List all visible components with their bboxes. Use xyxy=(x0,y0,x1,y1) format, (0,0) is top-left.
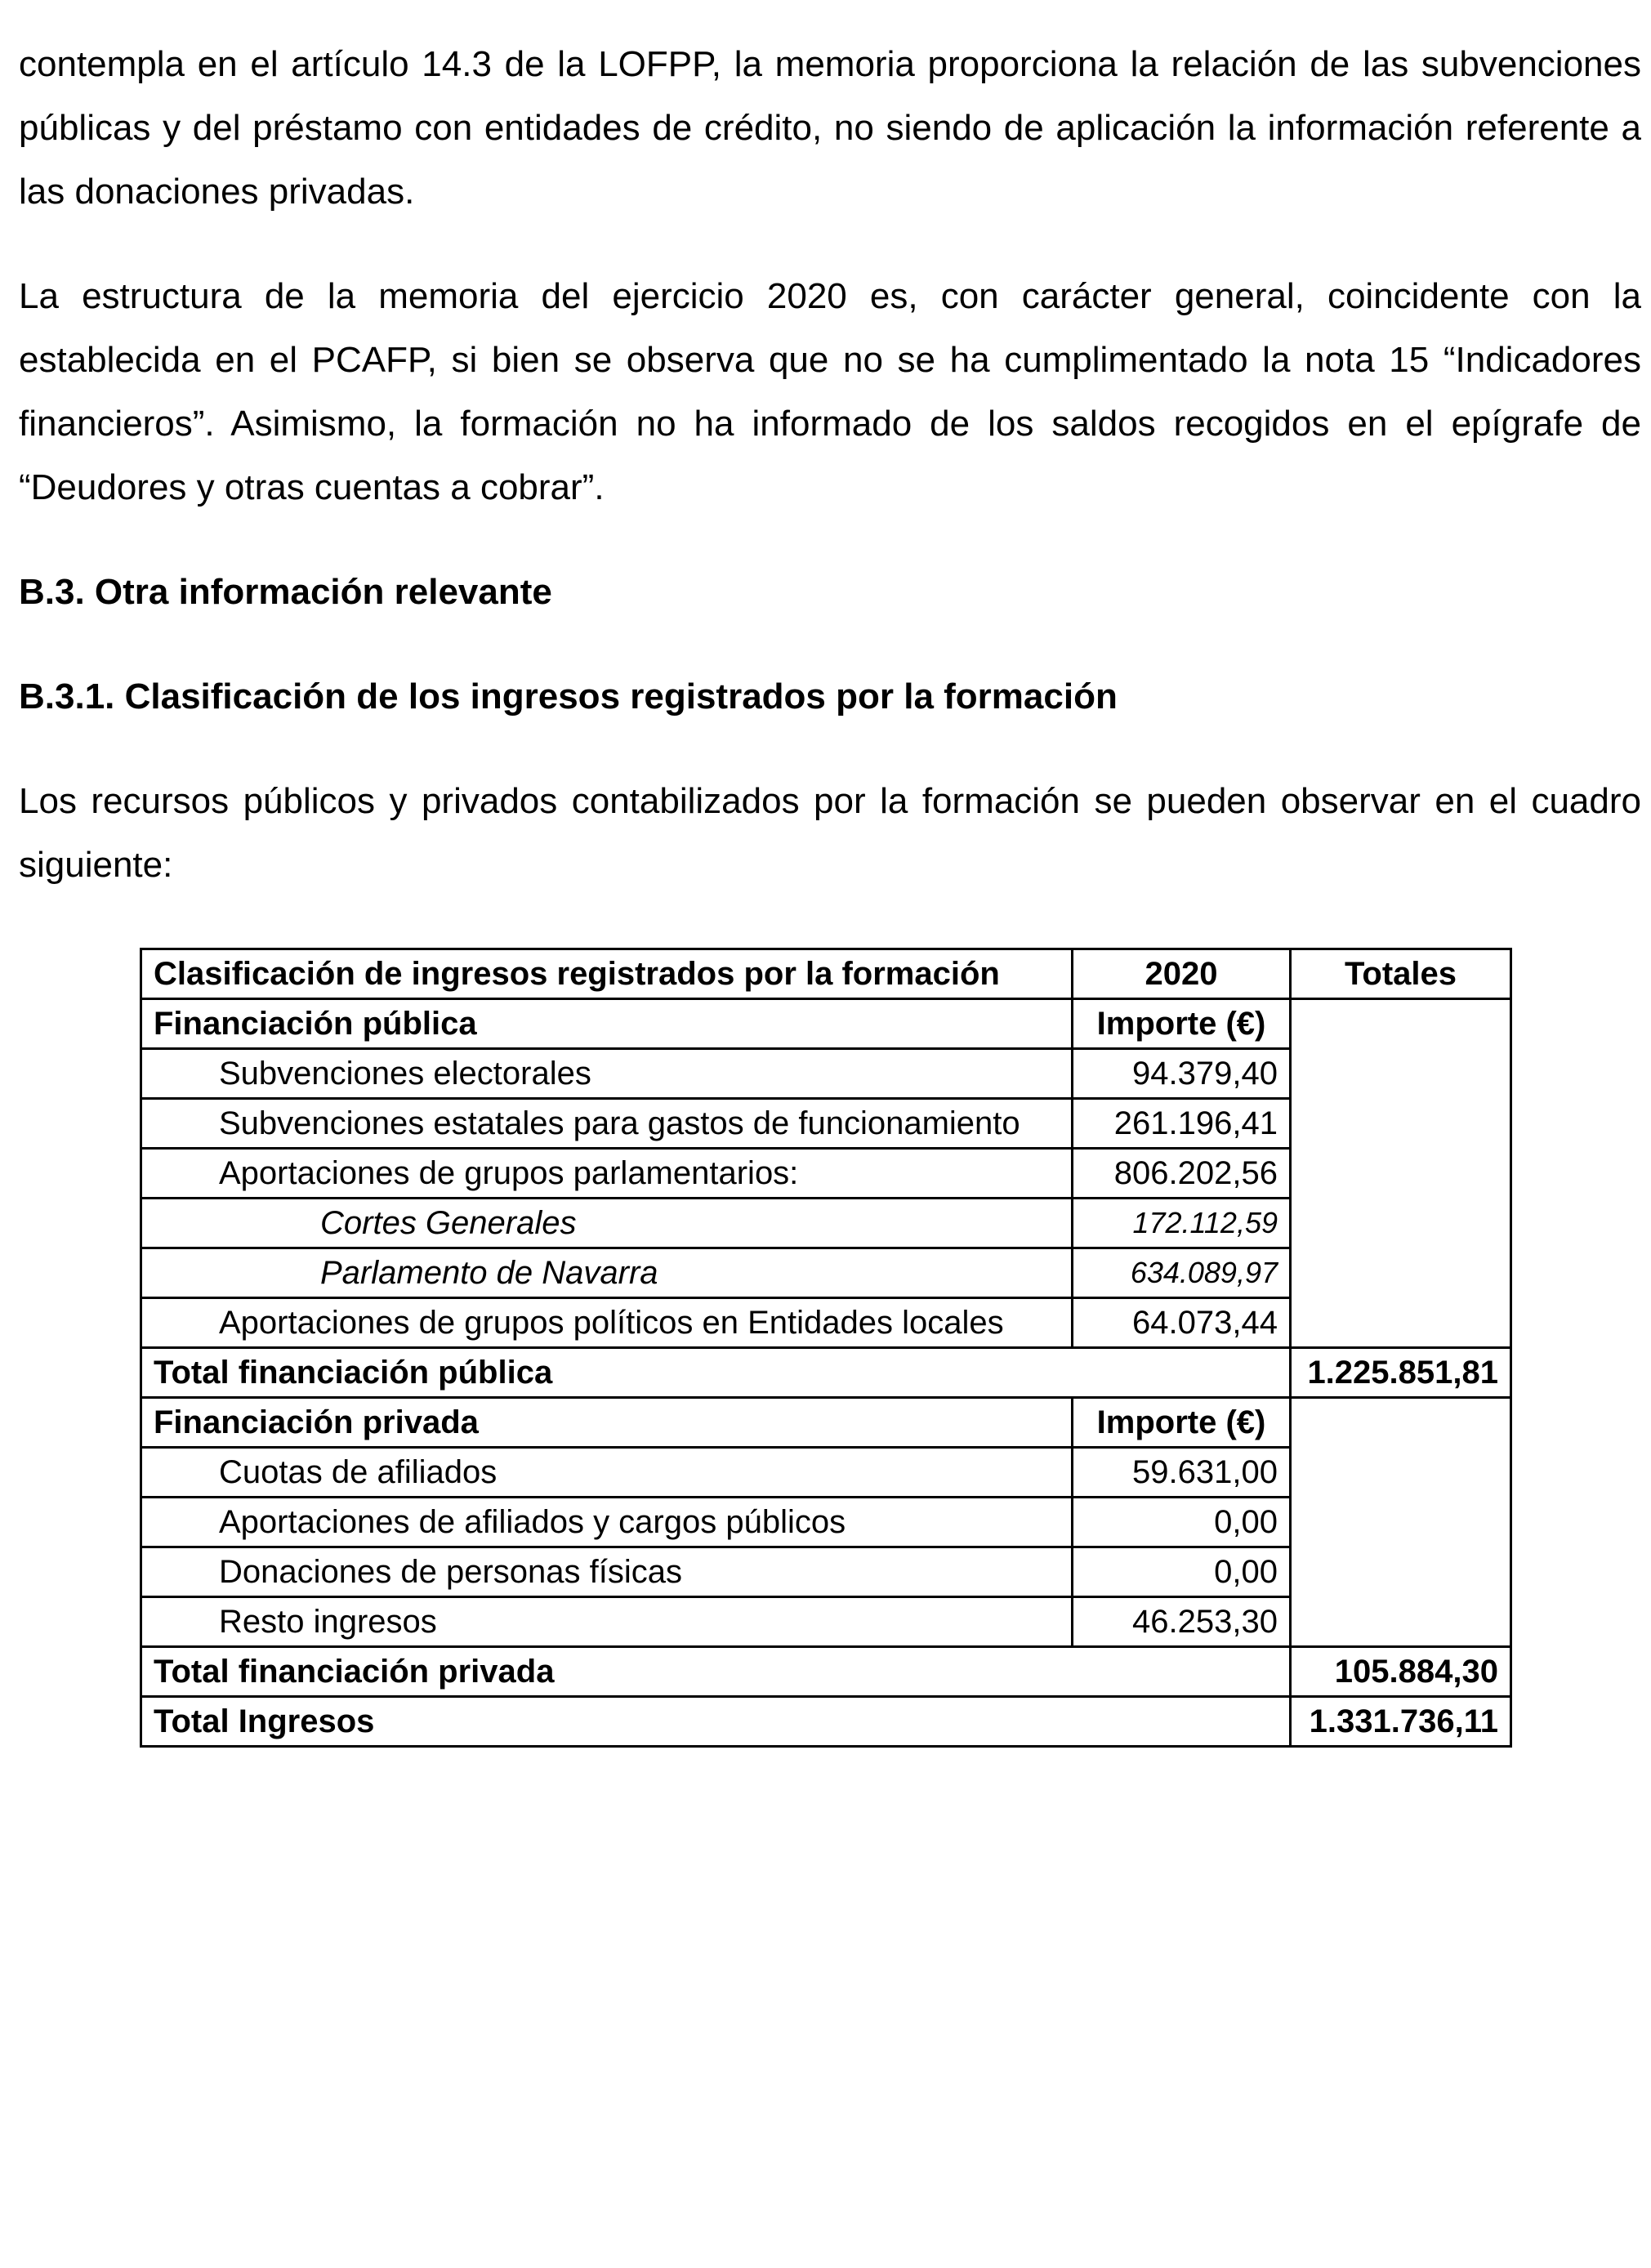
row-label: Parlamento de Navarra xyxy=(141,1248,1073,1298)
row-label: Aportaciones de grupos políticos en Entidades locales xyxy=(141,1298,1073,1348)
public-funding-title-row xyxy=(141,999,1511,1049)
row-value: 261.196,41 xyxy=(1073,1099,1291,1149)
totals-blank-cell xyxy=(1291,1498,1511,1547)
private-funding-title-row xyxy=(141,1398,1511,1448)
row-label: Aportaciones de afiliados y cargos públicos xyxy=(141,1498,1073,1547)
private-importe-label: Importe (€) xyxy=(1073,1398,1291,1448)
table-row xyxy=(141,1498,1511,1547)
totals-blank-cell xyxy=(1291,1547,1511,1597)
grand-total-value: 1.331.736,11 xyxy=(1291,1697,1511,1747)
row-value: 0,00 xyxy=(1073,1547,1291,1597)
row-label: Aportaciones de grupos parlamentarios: xyxy=(141,1149,1073,1199)
paragraph-2: La estructura de la memoria del ejercicio 2020 es, con carácter general, coincidente con la establecida en el PCAFP, si bien se observa que no se ha cumplimentado la nota 15 “Indicadores financieros”. Asimismo, la formación no ha informado de los saldos recogidos en el epígrafe de “Deudores y otras cuentas a cobrar”. xyxy=(19,276,1641,507)
row-value: 806.202,56 xyxy=(1073,1149,1291,1199)
header-classification: Clasificación de ingresos registrados por la formación xyxy=(141,949,1073,999)
grand-total-label: Total Ingresos xyxy=(141,1697,1291,1747)
public-total-label: Total financiación pública xyxy=(141,1348,1291,1398)
row-value: 59.631,00 xyxy=(1073,1448,1291,1498)
grand-total-row xyxy=(141,1697,1511,1747)
row-label: Subvenciones electorales xyxy=(141,1049,1073,1099)
totals-blank-cell xyxy=(1291,1597,1511,1647)
intro-paragraph: Los recursos públicos y privados contabilizados por la formación se pueden observar en el cuadro siguiente: xyxy=(19,781,1641,885)
row-label: Subvenciones estatales para gastos de funcionamiento xyxy=(141,1099,1073,1149)
public-total-value: 1.225.851,81 xyxy=(1291,1348,1511,1398)
public-importe-label: Importe (€) xyxy=(1073,999,1291,1049)
table-row xyxy=(141,1597,1511,1647)
row-label: Cuotas de afiliados xyxy=(141,1448,1073,1498)
row-label: Donaciones de personas físicas xyxy=(141,1547,1073,1597)
header-year: 2020 xyxy=(1073,949,1291,999)
table-row xyxy=(141,1298,1511,1348)
subsection-heading: B.3.1. Clasificación de los ingresos registrados por la formación xyxy=(19,676,1118,717)
totals-blank-cell xyxy=(1291,1248,1511,1298)
row-label: Resto ingresos xyxy=(141,1597,1073,1647)
totals-blank-cell xyxy=(1291,1298,1511,1348)
paragraph-1: contempla en el artículo 14.3 de la LOFPP, la memoria proporciona la relación de las subvenciones públicas y del préstamo con entidades de crédito, no siendo de aplicación la información referente a las donaciones privadas. xyxy=(19,44,1641,212)
table-row xyxy=(141,1099,1511,1149)
totals-blank-cell xyxy=(1291,1149,1511,1199)
totals-blank-cell xyxy=(1291,1199,1511,1248)
private-funding-title: Financiación privada xyxy=(141,1398,1073,1448)
public-funding-title: Financiación pública xyxy=(141,999,1073,1049)
table-row xyxy=(141,1149,1511,1199)
row-label: Cortes Generales xyxy=(141,1199,1073,1248)
table-row xyxy=(141,1547,1511,1597)
private-total-row xyxy=(141,1647,1511,1697)
public-total-row xyxy=(141,1348,1511,1398)
row-value: 172.112,59 xyxy=(1073,1199,1291,1248)
table-row xyxy=(141,1199,1511,1248)
table-row xyxy=(141,1448,1511,1498)
row-value: 46.253,30 xyxy=(1073,1597,1291,1647)
row-value: 634.089,97 xyxy=(1073,1248,1291,1298)
document-page xyxy=(19,33,1641,897)
header-totals: Totales xyxy=(1291,949,1511,999)
private-total-label: Total financiación privada xyxy=(141,1647,1291,1697)
row-value: 0,00 xyxy=(1073,1498,1291,1547)
row-value: 94.379,40 xyxy=(1073,1049,1291,1099)
totals-blank-cell xyxy=(1291,1448,1511,1498)
row-value: 64.073,44 xyxy=(1073,1298,1291,1348)
table-row xyxy=(141,1248,1511,1298)
table-row xyxy=(141,1049,1511,1099)
totals-blank-cell xyxy=(1291,1049,1511,1099)
totals-blank-cell xyxy=(1291,1398,1511,1448)
income-classification-table xyxy=(140,948,1512,1748)
private-total-value: 105.884,30 xyxy=(1291,1647,1511,1697)
table-header-row xyxy=(141,949,1511,999)
totals-blank-cell xyxy=(1291,999,1511,1049)
section-heading: B.3. Otra información relevante xyxy=(19,572,552,612)
totals-blank-cell xyxy=(1291,1099,1511,1149)
